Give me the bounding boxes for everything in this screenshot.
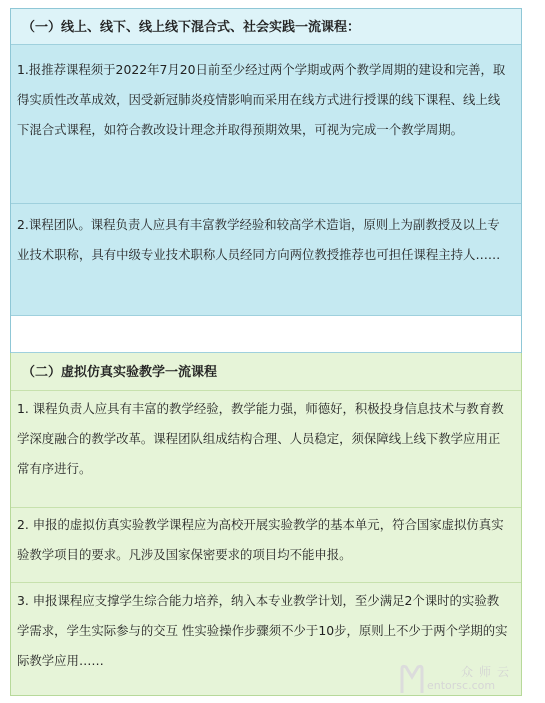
section-virtual-simulation-courses xyxy=(10,353,522,696)
paragraph-experiment-unit: 2. 申报的虚拟仿真实验教学课程应为高校开展实验教学的基本单元，符合国家虚拟仿真实验教学项目的要求。凡涉及国家保密要求的项目均不能申报。 xyxy=(11,508,521,583)
section-title: （一）线上、线下、线上线下混合式、社会实践一流课程： xyxy=(11,9,521,45)
paragraph-student-ability: 3. 申报课程应支撑学生综合能力培养，纳入本专业教学计划，至少满足2个课时的实验教学需求，学生实际参与的交互 性实验操作步骤须不少于10步，原则上不少于两个学期的实际教学应用…… xyxy=(17,593,508,668)
section-body xyxy=(11,45,521,315)
paragraph-teaching-cycle: 1.报推荐课程须于2022年7月20日前至少经过两个学期或两个教学周期的建设和完善，取得实质性改革成效，因受新冠肺炎疫情影响而采用在线方式进行授课的线下课程、线上线下混合式课程，如符合教改设计理念并取得预期效果，可视为完成一个教学周期。 xyxy=(11,45,521,204)
watermark-chinese-text: 众师云 xyxy=(461,665,516,679)
section-title: （二）虚拟仿真实验教学一流课程 xyxy=(11,353,521,391)
section-online-offline-courses xyxy=(11,9,521,315)
watermark-domain-text: entorsc.com xyxy=(427,679,496,692)
requirements-document xyxy=(10,8,522,696)
paragraph-course-leader: 1. 课程负责人应具有丰富的教学经验，教学能力强，师德好，积极投身信息技术与教育教学深度融合的教学改革。课程团队组成结构合理、人员稳定，须保障线上线下教学应用正常有序进行。 xyxy=(11,391,521,508)
section-spacer xyxy=(11,315,521,353)
paragraph-course-team: 2.课程团队。课程负责人应具有丰富教学经验和较高学术造诣，原则上为副教授及以上专业技术职称，具有中级专业技术职称人员经同方向两位教授推荐也可担任课程主持人…… xyxy=(17,217,501,262)
